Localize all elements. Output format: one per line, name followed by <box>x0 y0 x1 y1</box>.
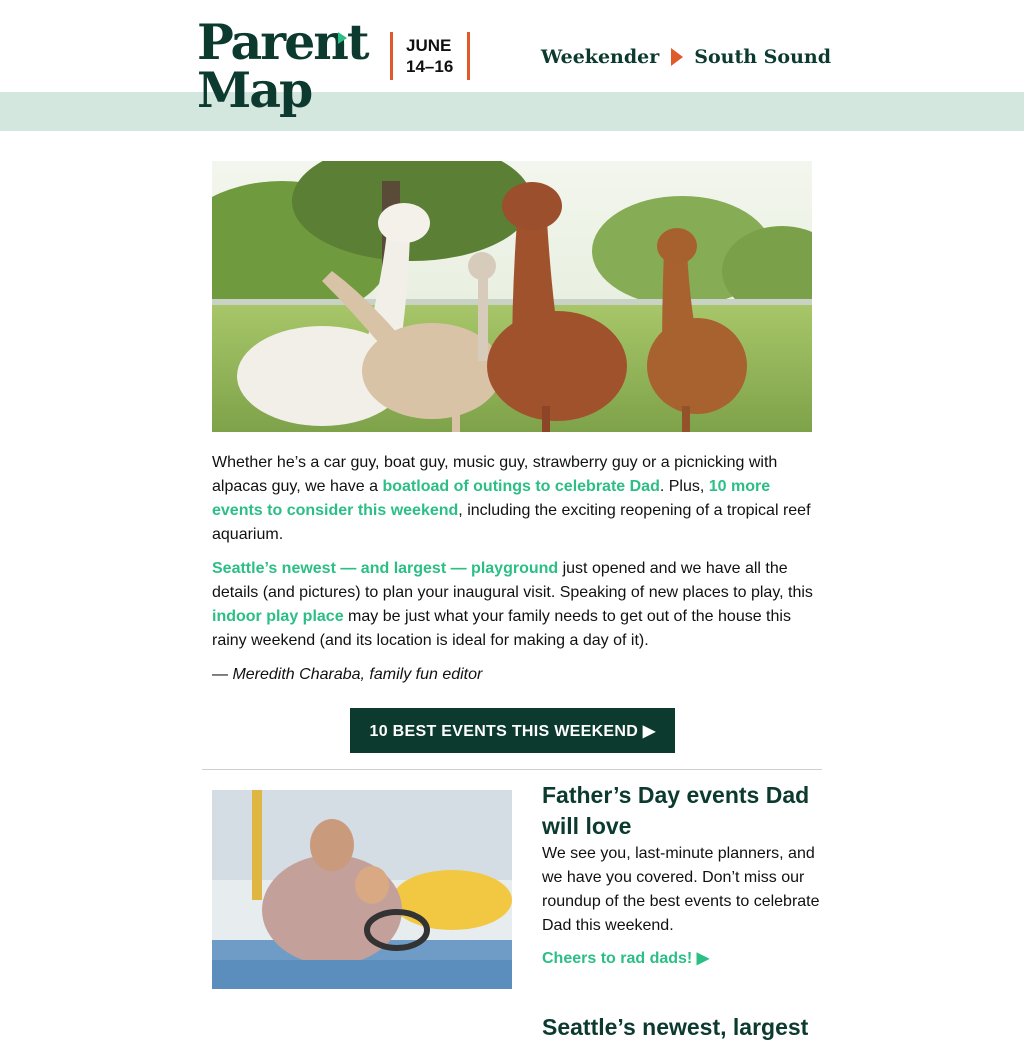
date-range: 14–16 <box>406 57 454 76</box>
feature-link[interactable]: Cheers to rad dads! ▶ <box>542 950 710 967</box>
header-band <box>0 92 1024 131</box>
logo-play-icon <box>338 32 347 44</box>
signature-name: Meredith Charaba, family fun editor <box>232 666 483 683</box>
next-feature-title[interactable]: Seattle’s newest, largest <box>542 1014 809 1040</box>
edition-region: South Sound <box>694 46 831 68</box>
father-son-photo <box>212 790 512 989</box>
link-dad-outings[interactable]: boatload of outings to celebrate Dad <box>382 478 660 495</box>
intro-text: may be just what your family needs to get out of the house this rainy weekend (and its location is ideal for making a day of it). <box>212 608 791 649</box>
intro-text: , including the exciting reopening of a tropical reef aquarium. <box>212 502 811 543</box>
alpacas-photo <box>212 161 812 432</box>
best-events-button[interactable]: 10 BEST EVENTS THIS WEEKEND ▶ <box>350 708 675 753</box>
intro-paragraph-1 <box>212 451 816 547</box>
issue-dates <box>390 32 470 80</box>
parentmap-logo[interactable] <box>197 13 368 122</box>
link-new-playground[interactable]: Seattle’s newest — and largest — playground <box>212 560 559 577</box>
editor-signature <box>212 663 816 687</box>
feature-description: We see you, last-minute planners, and we have you covered. Don’t miss our roundup of the best events to celebrate Dad this weekend. <box>542 845 820 934</box>
feature-image-bumper-cars[interactable] <box>212 790 512 989</box>
feature-title[interactable]: Father’s Day events Dad will love <box>542 782 810 839</box>
divider <box>202 769 822 770</box>
link-indoor-play-place[interactable]: indoor play place <box>212 608 344 625</box>
edition-label <box>541 44 831 70</box>
intro-text: just opened and we have all the details (and pictures) to plan your inaugural visit. Speaking of new places to play, this <box>212 560 813 601</box>
intro-paragraph-2 <box>212 557 816 653</box>
edition-name: Weekender <box>540 46 660 68</box>
date-month: JUNE <box>406 36 452 55</box>
link-more-events[interactable]: 10 more events to consider this weekend <box>212 478 771 519</box>
logo-line-2: Map <box>197 61 312 119</box>
intro-text: Whether he’s a car guy, boat guy, music guy, strawberry guy or a picnicking with alpacas guy, we have a <box>212 454 778 495</box>
intro-text: . Plus, <box>659 478 709 495</box>
play-arrow-icon <box>671 48 683 66</box>
signature-dash: — <box>212 666 233 683</box>
logo-line-1: Parent <box>197 13 368 71</box>
hero-image-alpacas[interactable] <box>212 161 812 432</box>
